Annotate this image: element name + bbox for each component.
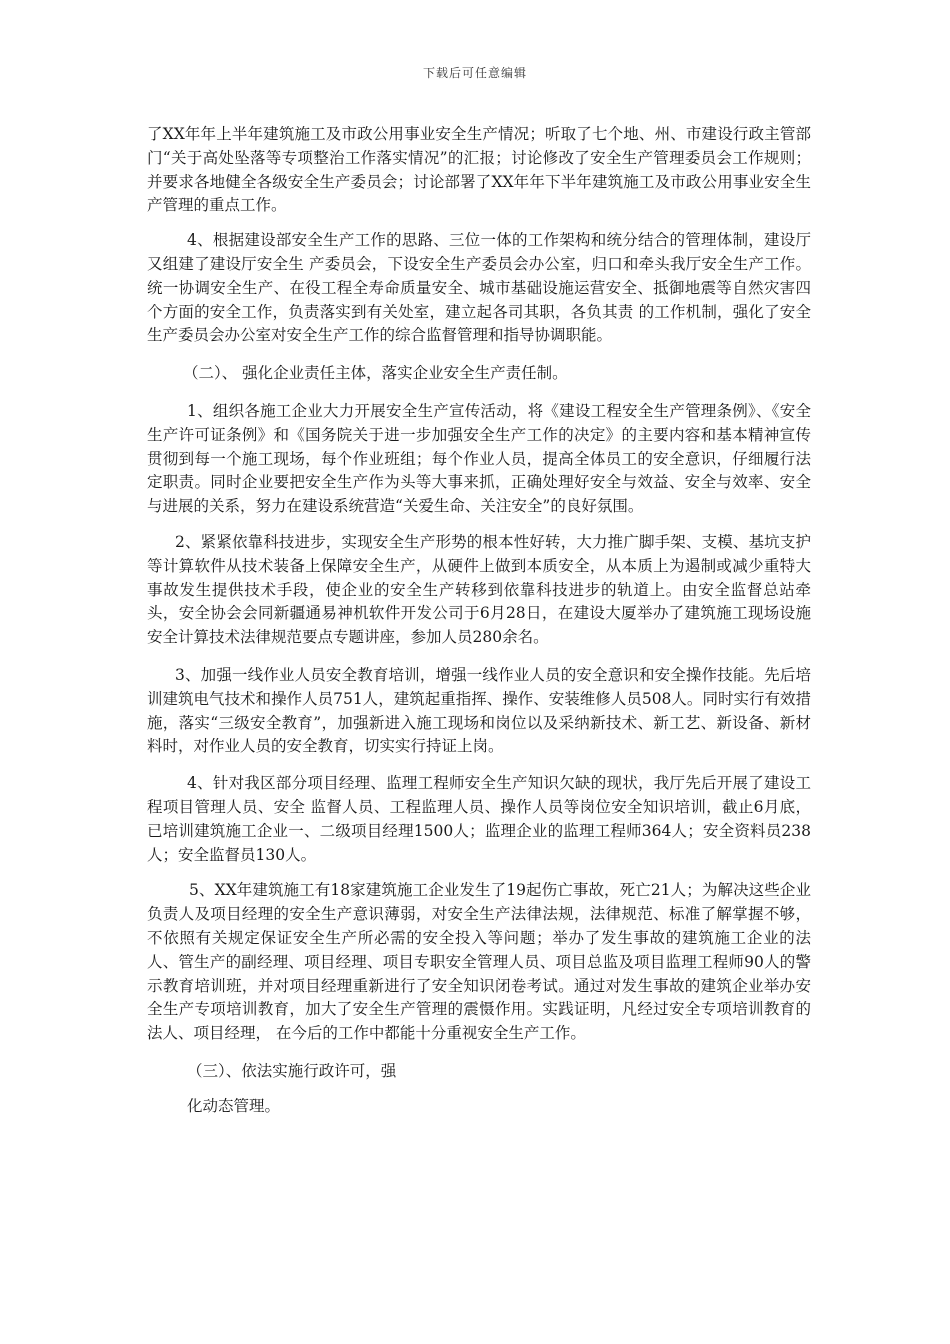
- section-heading-3-continuation: 化动态管理。: [187, 1096, 281, 1115]
- page-header: 下载后可任意编辑: [422, 66, 527, 80]
- paragraph-item-1-publicity: 1、组织各施工企业大力开展安全生产宣传活动，将《建设工程安全生产管理条例》、《安全生产许可证条例》和《国务院关于进一步加强安全生产工作的决定》的主要内容和基本精神宣传贯彻到每一个施工现场，每个作业班组；每个作业人员，提高全体员工的安全意识，仔细履行法定职责。同时企业要把安全生产作为头等大事来抓，正确处理好安全与效益、安全与效率、安全与进展的关系，努力在建设系统营造“关爱生命、关注安全”的良好氛围。: [147, 401, 811, 516]
- paragraph-item-4-committee: 4、根据建设部安全生产工作的思路、三位一体的工作架构和统分结合的管理体制，建设厅又组建了建设厅安全生 产委员会，下设安全生产委员会办公室，归口和牵头我厅安全生产工作。统一协调安全生产、在役工程全寿命质量安全、城市基础设施运营安全、抵御地震等自然灾害四个方面的安全工作，负责落实到有关处室，建立起各司其职，各负其责 的工作机制，强化了安全生产委员会办公室对安全生产工作的综合监督管理和指导协调职能。: [147, 231, 811, 345]
- document-body: [147, 123, 811, 1118]
- paragraph-item-4-managers: 4、针对我区部分项目经理、监理工程师安全生产知识欠缺的现状，我厅先后开展了建设工程项目管理人员、安全 监督人员、工程监理人员、操作人员等岗位安全知识培训，截止6月底，已培训建筑施工企业一、二级项目经理1500人；监理企业的监理工程师364人；安全资料员238人；安全监督员130人。: [147, 774, 811, 864]
- section-heading-3: （三）、依法实施行政许可，强: [187, 1061, 397, 1080]
- paragraph-item-5-accidents: 5、XX年建筑施工有18家建筑施工企业发生了19起伤亡事故，死亡21人；为解决这些企业负责人及项目经理的安全生产意识薄弱，对安全生产法律法规，法律规范、标准了解掌握不够，不依照有关规定保证安全生产所必需的安全投入等问题；举办了发生事故的建筑施工企业的法人、管生产的副经理、项目经理、项目专职安全管理人员、项目总监及项目监理工程师90人的警示教育培训班，并对项目经理重新进行了安全知识闭卷考试。通过对发生事故的建筑企业举办安全生产专项培训教育，加大了安全生产管理的震慑作用。实践证明，凡经过安全专项培训教育的法人、项目经理， 在今后的工作中都能十分重视安全生产工作。: [147, 881, 811, 1043]
- paragraph-item-2-technology: 2、紧紧依靠科技进步，实现安全生产形势的根本性好转，大力推广脚手架、支模、基坑支护等计算软件从技术装备上保障安全生产，从硬件上做到本质安全，从本质上为遏制或减少重特大事故发生提供技术手段，使企业的安全生产转移到依靠科技进步的轨道上。由安全监督总站牵头，安全协会会同新疆通易神机软件开发公司于6月28日，在建设大厦举办了建筑施工现场设施安全计算技术法律规范要点专题讲座，参加人员280余名。: [147, 532, 811, 647]
- section-heading-2: （二）、 强化企业责任主体，落实企业安全生产责任制。: [183, 364, 568, 383]
- paragraph-item-3-training: 3、加强一线作业人员安全教育培训，增强一线作业人员的安全意识和安全操作技能。先后培训建筑电气技术和操作人员751人，建筑起重指挥、操作、安装维修人员508人。同时实行有效措施，落实“三级安全教育”，加强新进入施工现场和岗位以及采纳新技术、新工艺、新设备、新材料时，对作业人员的安全教育，切实实行持证上岗。: [147, 665, 811, 756]
- paragraph-intro-continuation: 了XX年年上半年建筑施工及市政公用事业安全生产情况；听取了七个地、州、市建设行政主管部门“关于高处坠落等专项整治工作落实情况”的汇报；讨论修改了安全生产管理委员会工作规则；并要求各地健全各级安全生产委员会；讨论部署了XX年年下半年建筑施工及市政公用事业安全生产管理的重点工作。: [147, 125, 811, 215]
